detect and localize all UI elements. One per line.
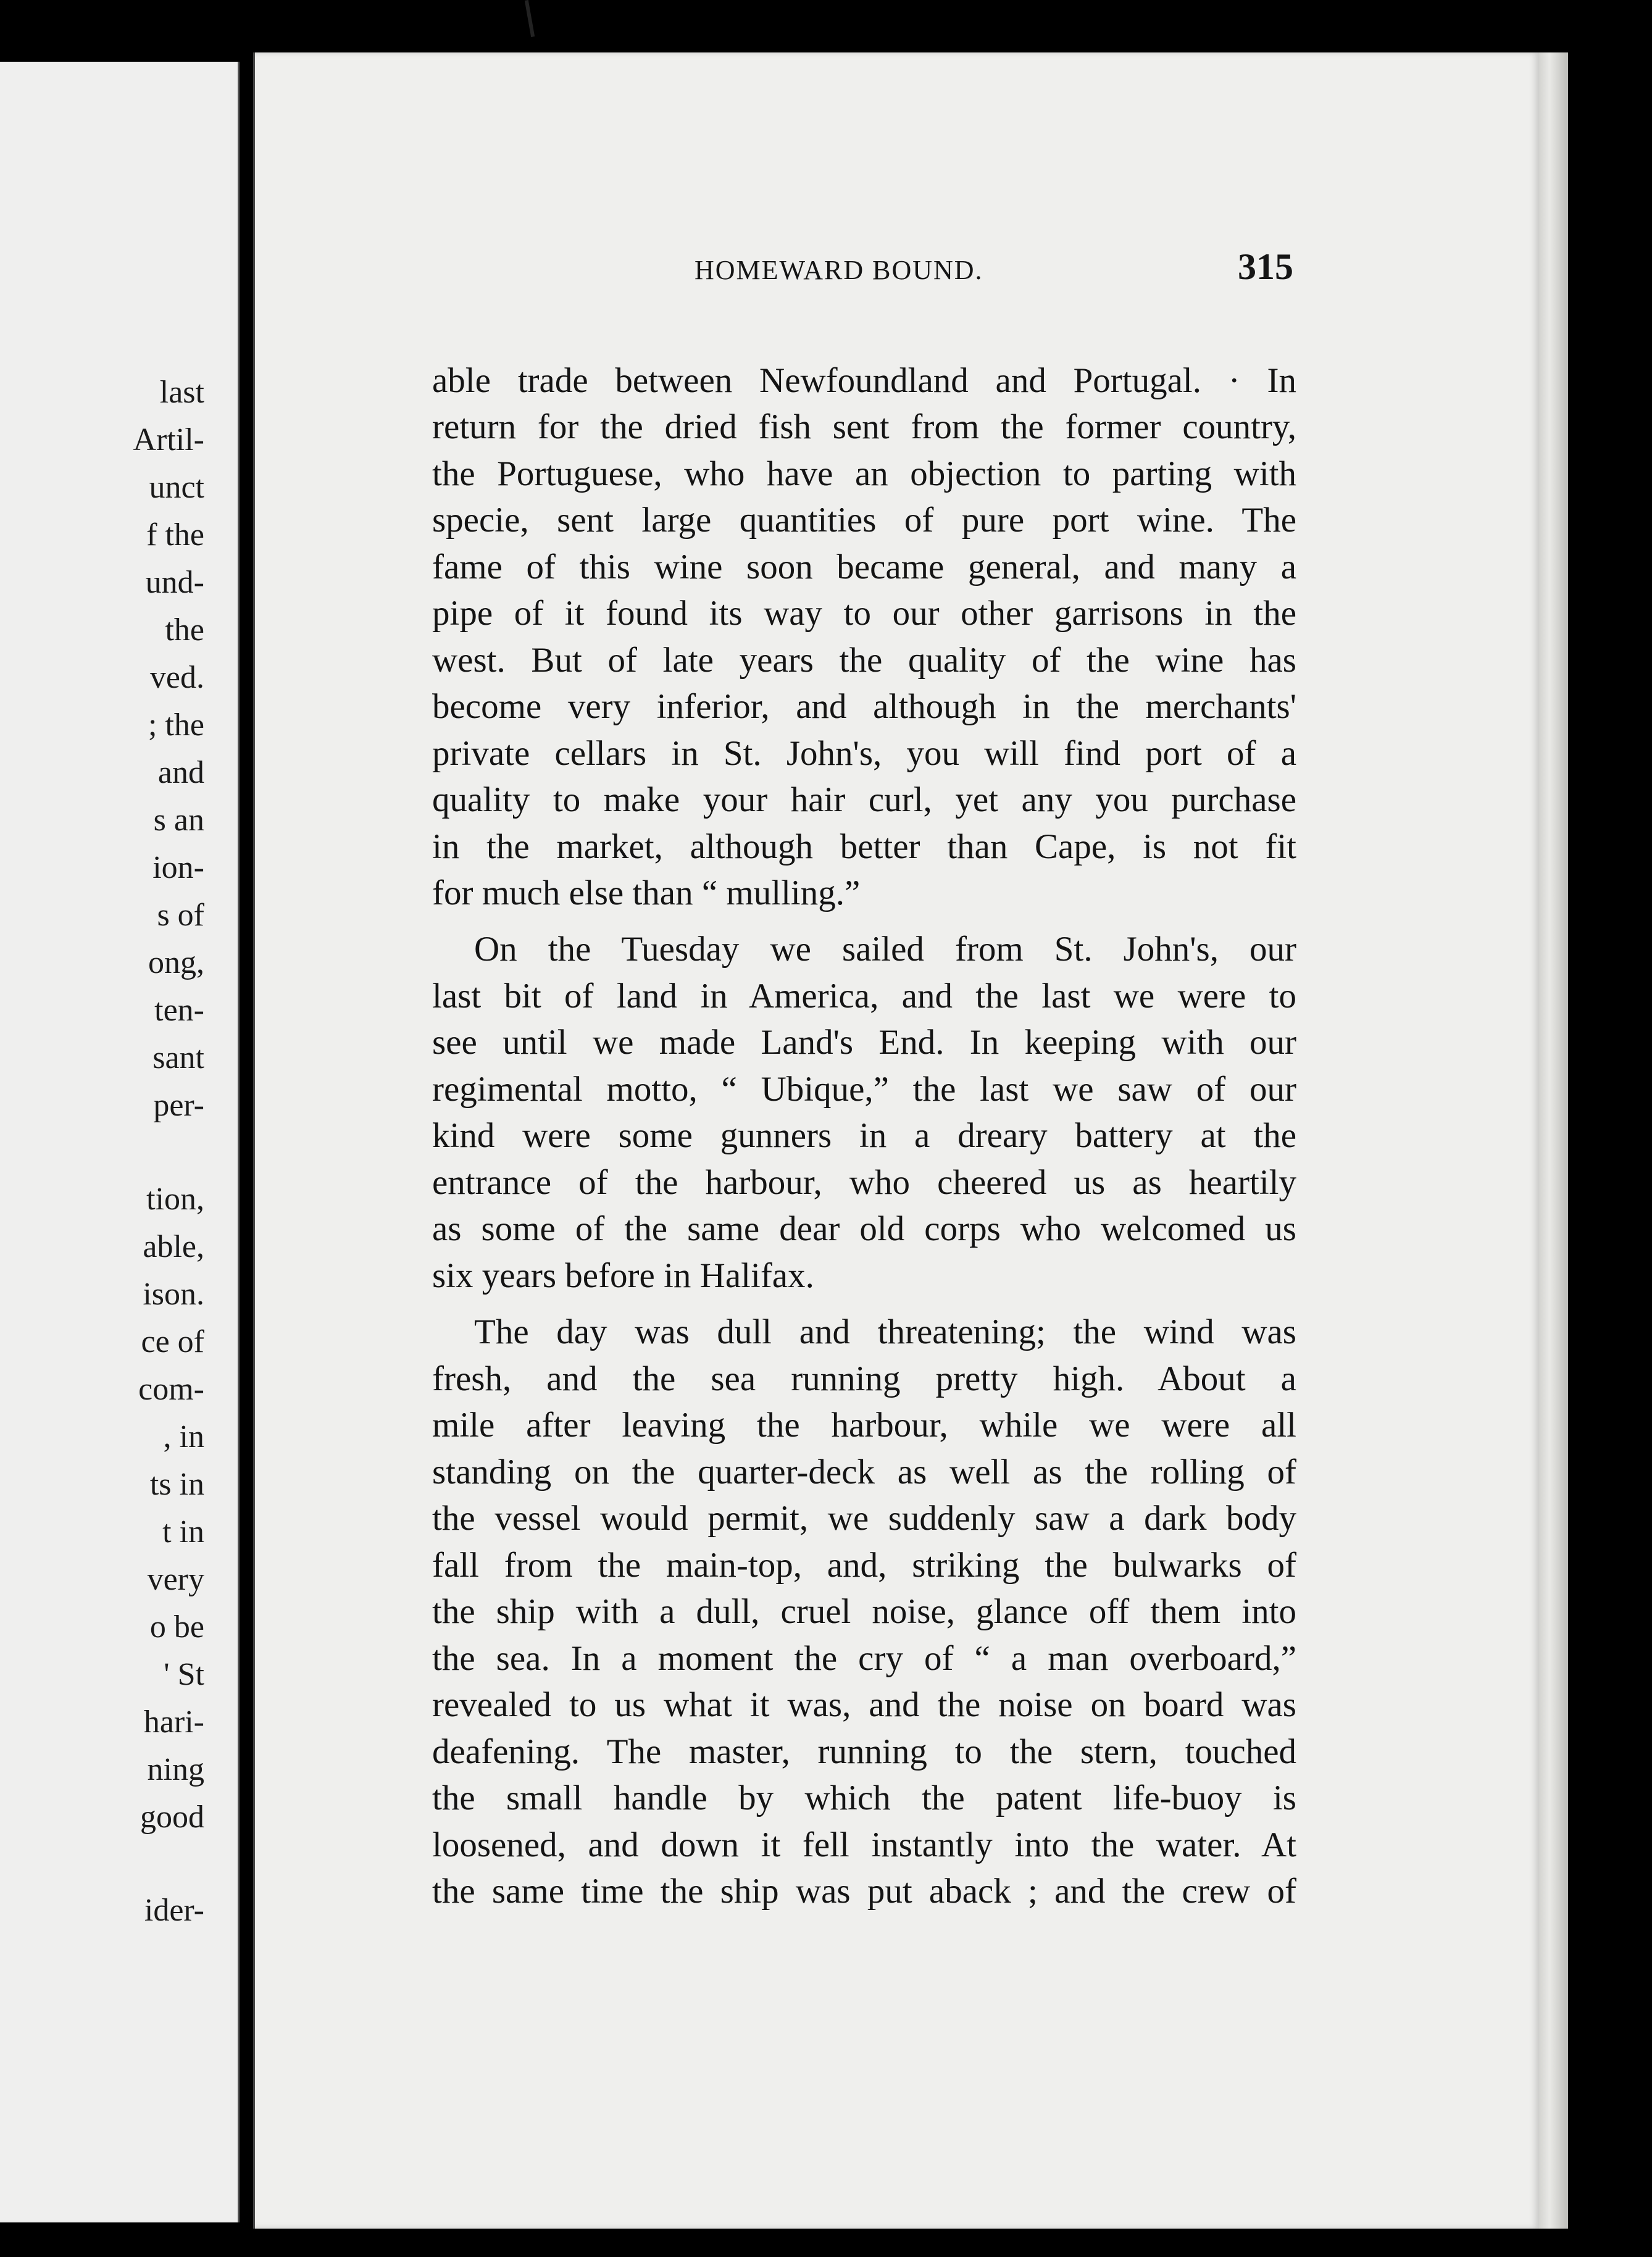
body-line: fresh, and the sea running pretty high. About a	[432, 1359, 1296, 1398]
body-line: private cellars in St. John's, you will find port of a	[432, 734, 1296, 773]
body-line: regimental motto, “ Ubique,” the last we saw of our	[432, 1070, 1296, 1109]
body-line: become very inferior, and although in the merchants'	[432, 687, 1296, 726]
body-line: the small handle by which the patent life-buoy is	[432, 1779, 1296, 1817]
left-page-line: ten-	[154, 993, 204, 1028]
left-page-line: tion,	[146, 1182, 204, 1217]
left-page-line: the	[165, 612, 204, 648]
paragraph-start-line: The day was dull and threatening; the wind was	[474, 1312, 1296, 1351]
body-line: specie, sent large quantities of pure port wine. The	[432, 501, 1296, 540]
paragraph-start-line: On the Tuesday we sailed from St. John's, our	[474, 930, 1296, 969]
body-line: revealed to us what it was, and the noise on board was	[432, 1685, 1296, 1724]
left-page-line: able,	[143, 1229, 204, 1264]
body-line: quality to make your hair curl, yet any you purchase	[432, 780, 1296, 819]
left-page-line: ' St	[164, 1657, 204, 1692]
body-line: return for the dried fish sent from the former country,	[432, 407, 1296, 446]
body-line: deafening. The master, running to the stern, touched	[432, 1732, 1296, 1771]
left-page-line: s of	[157, 898, 204, 933]
left-page-line: hari-	[143, 1704, 204, 1740]
body-line: able trade between Newfoundland and Portugal. · In	[432, 361, 1296, 400]
body-line: as some of the same dear old corps who welcomed us	[432, 1209, 1296, 1248]
left-page-line: very	[147, 1562, 204, 1597]
body-line: last bit of land in America, and the last we were to	[432, 977, 1296, 1016]
left-page-line: Artil-	[133, 422, 204, 457]
left-page-line: ts in	[149, 1467, 204, 1502]
body-line: kind were some gunners in a dreary battery at the	[432, 1116, 1296, 1155]
body-line: the ship with a dull, cruel noise, glance off them into	[432, 1592, 1296, 1631]
left-page-line: ong,	[148, 945, 204, 980]
left-page-line: und-	[145, 565, 204, 600]
left-page-line: good	[140, 1800, 204, 1835]
body-line: mile after leaving the harbour, while we were all	[432, 1406, 1296, 1445]
body-line: pipe of it found its way to our other garrisons in the	[432, 594, 1296, 633]
left-page-line: s an	[153, 803, 204, 838]
body-line: entrance of the harbour, who cheered us as heartily	[432, 1163, 1296, 1202]
body-line: the same time the ship was put aback ; and the crew of	[432, 1872, 1296, 1911]
left-page	[0, 62, 240, 2222]
page-number: 315	[1238, 246, 1293, 287]
body-line: fame of this wine soon became general, and many a	[432, 548, 1296, 586]
left-page-line: f the	[146, 517, 204, 553]
body-line: the vessel would permit, we suddenly saw a dark body	[432, 1499, 1296, 1538]
body-line: standing on the quarter-deck as well as the rolling of	[432, 1453, 1296, 1491]
left-page-line: ider-	[144, 1893, 204, 1928]
left-page-line: ce of	[141, 1324, 204, 1359]
body-line: six years before in Halifax.	[432, 1256, 814, 1295]
body-line: for much else than “ mulling.”	[432, 874, 861, 912]
left-page-line: per-	[153, 1088, 204, 1123]
left-page-line: ; the	[148, 707, 204, 743]
body-line: loosened, and down it fell instantly into the water. At	[432, 1825, 1296, 1864]
left-page-line: t in	[162, 1514, 204, 1550]
left-page-line: and	[157, 755, 204, 790]
running-title: HOMEWARD BOUND.	[695, 255, 983, 285]
left-page-line: last	[159, 375, 204, 410]
body-line: fall from the main-top, and, striking the bulwarks of	[432, 1546, 1296, 1585]
body-line: the sea. In a moment the cry of “ a man overboard,”	[432, 1639, 1296, 1678]
left-page-line: ison.	[143, 1277, 204, 1312]
scan-speck	[525, 0, 535, 37]
body-line: see until we made Land's End. In keeping with our	[432, 1023, 1296, 1062]
left-page-line: o be	[149, 1609, 204, 1645]
running-head	[441, 246, 1293, 295]
left-page-line: ved.	[149, 660, 204, 695]
left-page-line: com-	[138, 1372, 204, 1407]
body-line: the Portuguese, who have an objection to parting with	[432, 454, 1296, 493]
left-page-line: , in	[163, 1419, 204, 1454]
left-page-line: unct	[149, 470, 204, 505]
left-page-line: ion-	[152, 850, 204, 885]
left-page-line: ning	[147, 1752, 204, 1787]
page-edge	[1537, 52, 1568, 2229]
left-page-line: sant	[152, 1040, 204, 1075]
body-line: in the market, although better than Cape, is not fit	[432, 827, 1296, 866]
body-line: west. But of late years the quality of the wine has	[432, 641, 1296, 680]
